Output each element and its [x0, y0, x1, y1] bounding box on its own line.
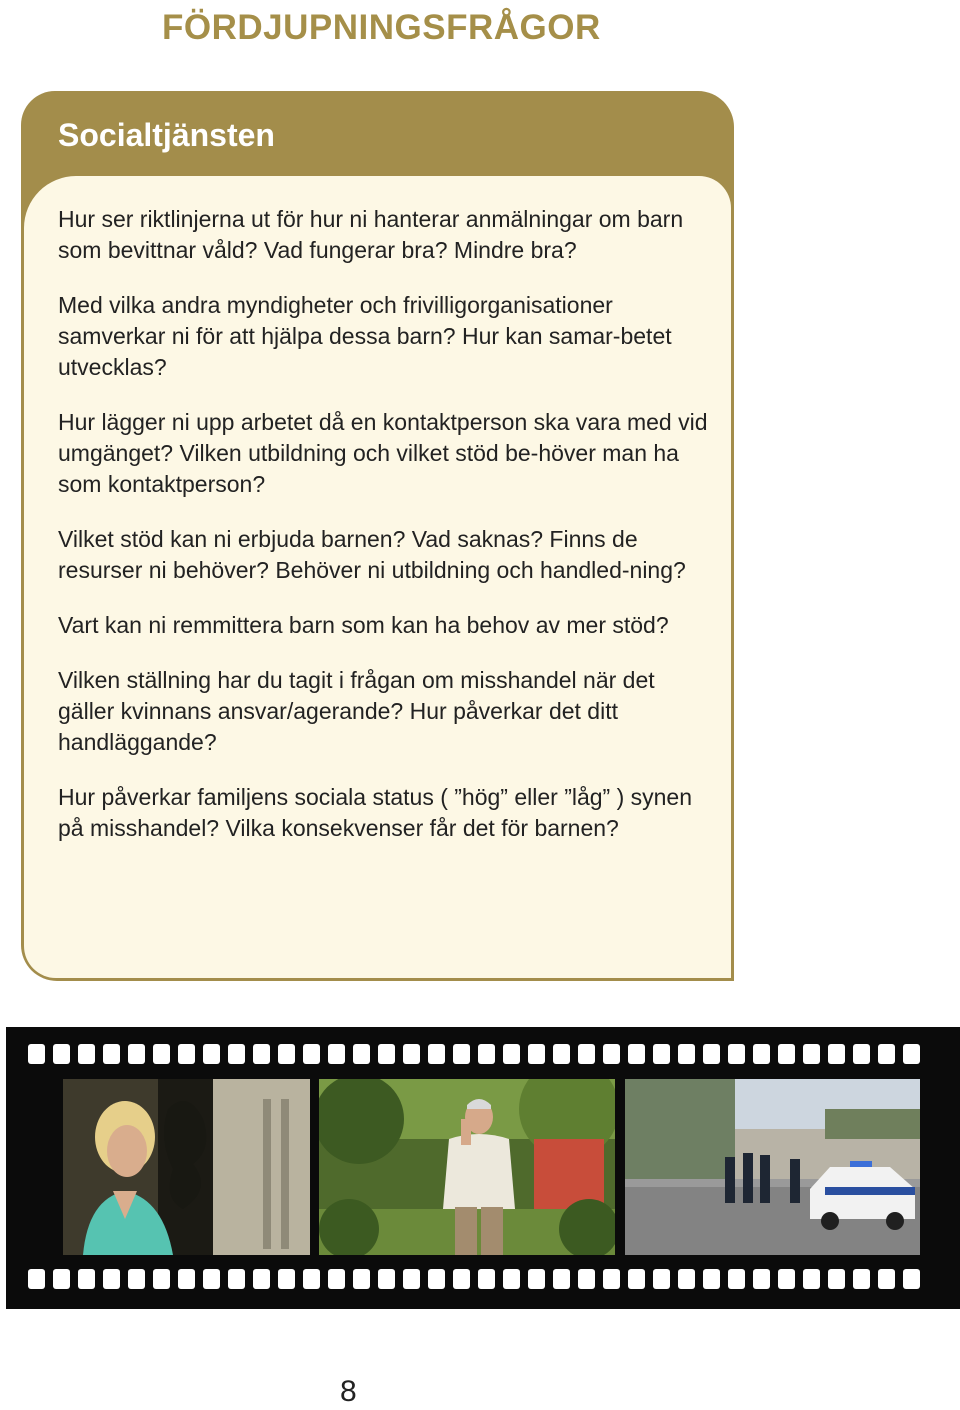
filmstrip-perforation: [653, 1269, 670, 1289]
filmstrip-perforation: [103, 1269, 120, 1289]
filmstrip-perforation: [328, 1044, 345, 1064]
filmstrip-perforation: [378, 1044, 395, 1064]
filmstrip-perforation: [28, 1269, 45, 1289]
film-frame-man-on-phone: [319, 1079, 615, 1255]
filmstrip-perforation: [53, 1269, 70, 1289]
filmstrip-perforation: [578, 1269, 595, 1289]
card-title: Socialtjänsten: [58, 117, 275, 153]
filmstrip-perforation: [703, 1269, 720, 1289]
filmstrip-perforation: [753, 1269, 770, 1289]
filmstrip-perforation: [428, 1044, 445, 1064]
filmstrip-perforation: [128, 1269, 145, 1289]
filmstrip-perforation: [528, 1044, 545, 1064]
filmstrip-perforation: [628, 1269, 645, 1289]
filmstrip-perforation: [228, 1269, 245, 1289]
filmstrip-perforation: [678, 1044, 695, 1064]
filmstrip-perforation: [853, 1269, 870, 1289]
filmstrip-perforation: [203, 1044, 220, 1064]
question-list: [58, 204, 708, 868]
filmstrip-perforation: [503, 1044, 520, 1064]
question-card: [21, 91, 734, 981]
filmstrip-perforation: [103, 1044, 120, 1064]
filmstrip-perforation: [378, 1269, 395, 1289]
filmstrip-perforation: [878, 1269, 895, 1289]
filmstrip-perforation: [478, 1269, 495, 1289]
filmstrip-perforation: [478, 1044, 495, 1064]
filmstrip-perforation: [728, 1269, 745, 1289]
question-1: Hur ser riktlinjerna ut för hur ni hanterar anmälningar om barn som bevittnar våld? Vad fungerar bra? Mindre bra?: [58, 206, 684, 263]
filmstrip-perforation: [78, 1269, 95, 1289]
filmstrip-perforation: [303, 1044, 320, 1064]
filmstrip-perforation: [803, 1269, 820, 1289]
filmstrip-perforation: [178, 1044, 195, 1064]
filmstrip-perforation: [453, 1269, 470, 1289]
filmstrip-perforation: [253, 1269, 270, 1289]
filmstrip-perforation: [778, 1044, 795, 1064]
filmstrip-perforation: [153, 1269, 170, 1289]
filmstrip-perforation: [678, 1269, 695, 1289]
filmstrip-perforation: [353, 1044, 370, 1064]
filmstrip-perforation: [753, 1044, 770, 1064]
question-2: Med vilka andra myndigheter och frivilligorganisationer samverkar ni för att hjälpa dessa barn? Hur kan samar-betet utvecklas?: [58, 292, 672, 380]
filmstrip-perforation: [153, 1044, 170, 1064]
filmstrip-perforation: [828, 1269, 845, 1289]
filmstrip-perforations-bottom: [28, 1269, 948, 1289]
filmstrip-perforation: [128, 1044, 145, 1064]
film-frame-police-car: [625, 1079, 920, 1255]
filmstrip-perforation: [903, 1044, 920, 1064]
question-3: Hur lägger ni upp arbetet då en kontaktperson ska vara med vid umgänget? Vilken utbildning och vilket stöd be-höver man ha som kontaktperson?: [58, 409, 708, 497]
filmstrip-perforation: [553, 1044, 570, 1064]
film-frame-woman: [63, 1079, 310, 1255]
question-4: Vilket stöd kan ni erbjuda barnen? Vad saknas? Finns de resurser ni behöver? Behöver ni utbildning och handled-ning?: [58, 526, 686, 583]
filmstrip-perforation: [278, 1269, 295, 1289]
filmstrip-perforation: [903, 1269, 920, 1289]
filmstrip-perforation: [553, 1269, 570, 1289]
filmstrip-perforation: [603, 1044, 620, 1064]
filmstrip-perforation: [528, 1269, 545, 1289]
filmstrip-perforation: [328, 1269, 345, 1289]
filmstrip-perforation: [453, 1044, 470, 1064]
filmstrip-perforation: [728, 1044, 745, 1064]
question-5: Vart kan ni remmittera barn som kan ha behov av mer stöd?: [58, 612, 669, 638]
filmstrip-perforation: [853, 1044, 870, 1064]
filmstrip-perforation: [28, 1044, 45, 1064]
filmstrip-perforation: [803, 1044, 820, 1064]
filmstrip-perforation: [53, 1044, 70, 1064]
filmstrip-perforation: [228, 1044, 245, 1064]
filmstrip-perforations-top: [28, 1044, 948, 1064]
card-body: [24, 176, 731, 978]
filmstrip-perforation: [78, 1044, 95, 1064]
filmstrip-perforation: [503, 1269, 520, 1289]
question-7: Hur påverkar familjens sociala status ( ”hög” eller ”låg” ) synen på misshandel? Vilka konsekvenser får det för barnen?: [58, 784, 693, 841]
filmstrip-perforation: [653, 1044, 670, 1064]
filmstrip-perforation: [303, 1269, 320, 1289]
filmstrip-perforation: [703, 1044, 720, 1064]
filmstrip-perforation: [828, 1044, 845, 1064]
filmstrip-perforation: [278, 1044, 295, 1064]
page-heading: FÖRDJUPNINGSFRÅGOR: [162, 8, 601, 47]
filmstrip-perforation: [878, 1044, 895, 1064]
filmstrip-perforation: [403, 1269, 420, 1289]
filmstrip-perforation: [203, 1269, 220, 1289]
filmstrip-perforation: [353, 1269, 370, 1289]
filmstrip-perforation: [578, 1044, 595, 1064]
filmstrip-image: [6, 1027, 960, 1309]
page-number: 8: [340, 1375, 357, 1408]
filmstrip-perforation: [178, 1269, 195, 1289]
filmstrip-perforation: [628, 1044, 645, 1064]
filmstrip-perforation: [253, 1044, 270, 1064]
question-6: Vilken ställning har du tagit i frågan om misshandel när det gäller kvinnans ansvar/agerande? Hur påverkar det ditt handläggande?: [58, 667, 655, 755]
filmstrip-perforation: [778, 1269, 795, 1289]
filmstrip-perforation: [403, 1044, 420, 1064]
filmstrip-perforation: [428, 1269, 445, 1289]
filmstrip-perforation: [603, 1269, 620, 1289]
